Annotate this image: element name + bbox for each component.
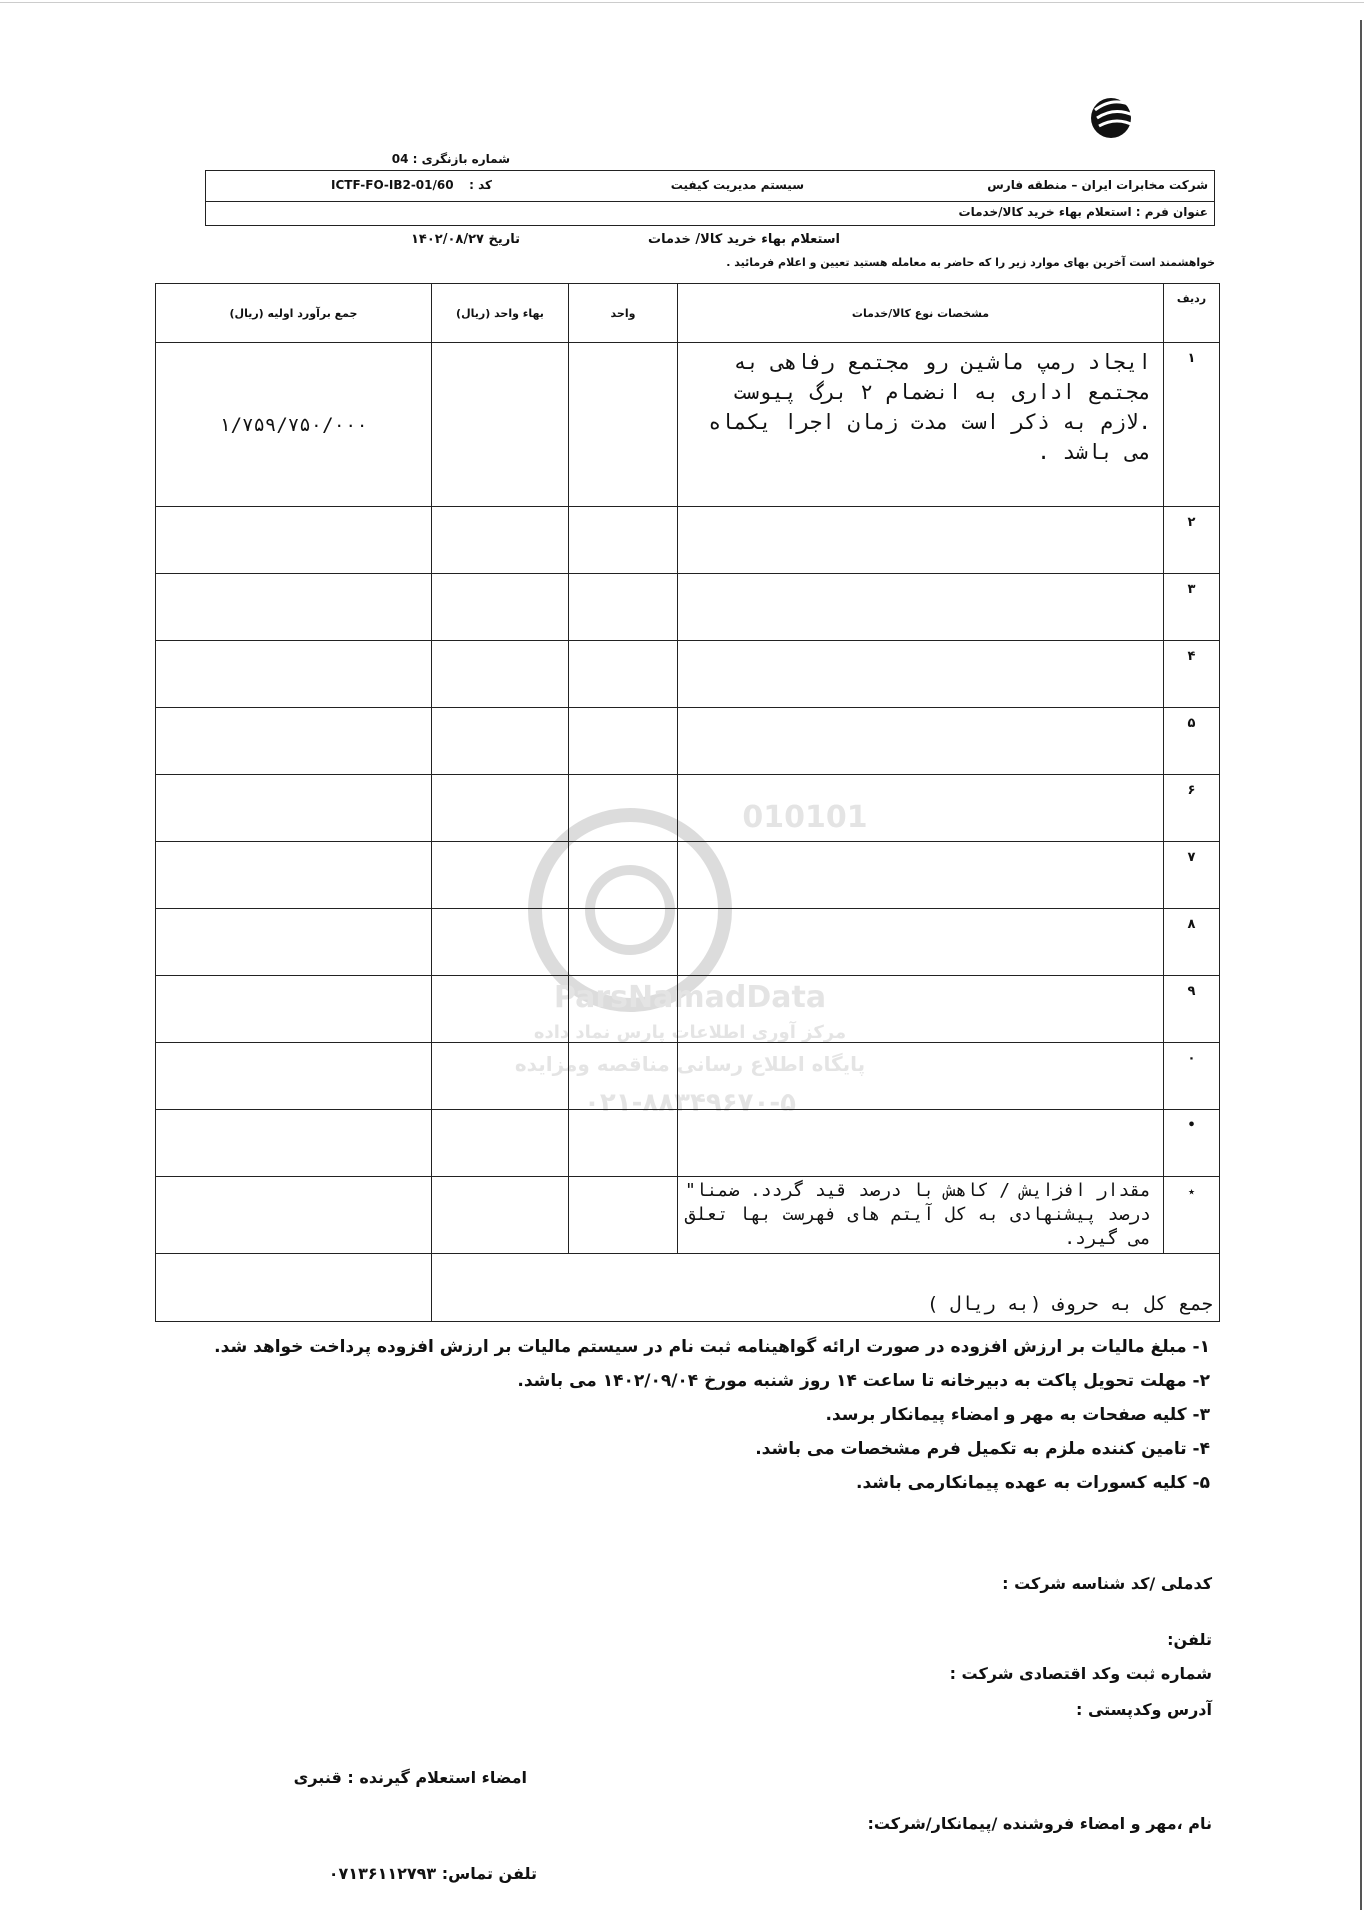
row-total [156, 842, 432, 909]
row-number: ۱ [1164, 343, 1220, 507]
row-description [678, 909, 1164, 976]
row-total [156, 1043, 432, 1110]
row-total [156, 775, 432, 842]
row-number: ۵ [1164, 708, 1220, 775]
code-value: ICTF-FO-IB2-01/60 [331, 178, 454, 192]
row-unit [569, 1177, 678, 1254]
row-unit [569, 842, 678, 909]
watermark-line2: پایگاه اطلاع رسانی مناقصه ومزایده [514, 1052, 866, 1076]
company-name: شرکت مخابرات ایران – منطقه فارس [987, 178, 1208, 192]
table-row [156, 775, 1220, 842]
row-number: ۸ [1164, 909, 1220, 976]
row-number: ۶ [1164, 775, 1220, 842]
row-description [678, 708, 1164, 775]
row-unit [569, 976, 678, 1043]
row-total [156, 507, 432, 574]
row-unit-price [432, 343, 569, 507]
row-unit [569, 775, 678, 842]
note-row-description: مقدار افزایش / کاهش با درصد قید گردد. ضمنا" درصد پیشنهادی به کل آیتم های فهرست بها تعلق می گیرد. [678, 1177, 1164, 1254]
seller-field: نام ،مهر و امضاء فروشنده /پیمانکار/شرکت: [867, 1814, 1212, 1833]
row-number: ۲ [1164, 507, 1220, 574]
note-item: ۴- تامین کننده ملزم به تکمیل فرم مشخصات می باشد. [755, 1439, 1210, 1459]
company-logo-icon [1085, 88, 1141, 144]
table-sum-row [156, 1254, 1220, 1322]
contact-phone-field: تلفن تماس: ۰۷۱۳۶۱۱۲۷۹۳ [328, 1864, 537, 1883]
row-unit-price [432, 708, 569, 775]
form-header [205, 170, 1215, 226]
table-header-row [156, 284, 1220, 343]
table-row [156, 574, 1220, 641]
row-unit-price [432, 1043, 569, 1110]
row-unit-price [432, 775, 569, 842]
row-description: ایجاد رمپ ماشین رو مجتمع رفاهی به مجتمع اداری به انضمام ۲ برگ پیوست .لازم به ذکر است مدت زمان اجرا یکماه می باشد . [678, 343, 1164, 507]
form-title: استعلام بهاء خرید کالا/ خدمات [648, 232, 840, 247]
note-row-marker: ٭ [1164, 1177, 1220, 1254]
row-description [678, 1110, 1164, 1177]
row-total [156, 1110, 432, 1177]
row-unit-price [432, 1110, 569, 1177]
row-total [156, 909, 432, 976]
row-unit [569, 343, 678, 507]
row-description [678, 775, 1164, 842]
col-row-header: ردیف [1164, 284, 1220, 343]
row-unit [569, 1043, 678, 1110]
row-total [156, 976, 432, 1043]
national-id-field: کدملی /کد شناسه شرکت : [1002, 1574, 1212, 1593]
row-description [678, 574, 1164, 641]
phone-field: تلفن: [1167, 1630, 1212, 1649]
row-description [678, 641, 1164, 708]
table-note-row [156, 1177, 1220, 1254]
table-row [156, 507, 1220, 574]
row-unit-price [432, 842, 569, 909]
signer-field: امضاء استعلام گیرنده : قنبری [293, 1768, 527, 1787]
col-total-header: جمع برآورد اولیه (ریال) [156, 284, 432, 343]
row-unit-price [432, 1177, 569, 1254]
table-row [156, 909, 1220, 976]
items-table [155, 283, 1220, 1322]
sum-value [156, 1254, 432, 1322]
row-unit [569, 641, 678, 708]
row-description [678, 507, 1164, 574]
registration-field: شماره ثبت وکد اقتصادی شرکت : [949, 1664, 1212, 1683]
row-unit-price [432, 641, 569, 708]
page-right-border [1360, 20, 1362, 1910]
table-row [156, 1043, 1220, 1110]
row-unit [569, 909, 678, 976]
watermark-line1: مرکز آوری اطلاعات پارس نماد داده [533, 1022, 847, 1043]
top-edge-line [0, 2, 1364, 3]
row-unit [569, 708, 678, 775]
watermark-phone: ۰۲۱-۸۸۳۴۹۶۷۰-۵ [583, 1088, 796, 1118]
row-unit-price [432, 976, 569, 1043]
system-name: سیستم مدیریت کیفیت [670, 178, 804, 192]
form-title-line: عنوان فرم : استعلام بهاء خرید کالا/خدمات [958, 205, 1208, 219]
sum-label: جمع کل به حروف (به ریال ) [432, 1254, 1220, 1322]
row-number: ۹ [1164, 976, 1220, 1043]
table-row [156, 708, 1220, 775]
row-total [156, 1177, 432, 1254]
row-description [678, 976, 1164, 1043]
row-number: ۰ [1164, 1043, 1220, 1110]
code-label: کد : [469, 178, 492, 192]
row-unit [569, 574, 678, 641]
table-row [156, 1110, 1220, 1177]
note-item: ۲- مهلت تحویل پاکت به دبیرخانه تا ساعت ۱۴ روز شنبه مورخ ۱۴۰۲/۰۹/۰۴ می باشد. [517, 1371, 1210, 1391]
notes-list [170, 1330, 1210, 1500]
address-field: آدرس وکدپستی : [1075, 1700, 1212, 1719]
row-unit-price [432, 507, 569, 574]
col-price-header: بهاء واحد (ریال) [432, 284, 569, 343]
row-total [156, 708, 432, 775]
row-total [156, 641, 432, 708]
row-number: • [1164, 1110, 1220, 1177]
note-item: ۵- کلیه کسورات به عهده پیمانکارمی باشد. [856, 1473, 1210, 1493]
row-number: ۳ [1164, 574, 1220, 641]
row-unit-price [432, 574, 569, 641]
note-item: ۱- مبلغ مالیات بر ارزش افزوده در صورت ارائه گواهینامه ثبت نام در سیستم مالیات بر ارزش افزوده پرداخت خواهد شد. [214, 1337, 1210, 1357]
note-item: ۳- کلیه صفحات به مهر و امضاء پیمانکار برسد. [825, 1405, 1210, 1425]
table-row [156, 842, 1220, 909]
row-description [678, 842, 1164, 909]
watermark-digits: 010101 [742, 800, 868, 835]
row-unit [569, 507, 678, 574]
watermark-brand: ParsNamadData [553, 980, 827, 1015]
table-row [156, 343, 1220, 507]
row-unit-price [432, 909, 569, 976]
revision-number: شماره بازنگری : 04 [391, 152, 510, 166]
row-number: ۴ [1164, 641, 1220, 708]
col-unit-header: واحد [569, 284, 678, 343]
col-desc-header: مشخصات نوع کالا/خدمات [678, 284, 1164, 343]
table-row [156, 641, 1220, 708]
intro-text: خواهشمند است آخرین بهای موارد زیر را که حاضر به معامله هستید تعیین و اعلام فرمائید . [726, 256, 1215, 269]
form-date: تاریخ ۱۴۰۲/۰۸/۲۷ [410, 232, 520, 247]
row-unit [569, 1110, 678, 1177]
row-number: ۷ [1164, 842, 1220, 909]
row-total [156, 574, 432, 641]
table-row [156, 976, 1220, 1043]
row-description [678, 1043, 1164, 1110]
row-total: ۱/۷۵۹/۷۵۰/۰۰۰ [156, 343, 432, 507]
